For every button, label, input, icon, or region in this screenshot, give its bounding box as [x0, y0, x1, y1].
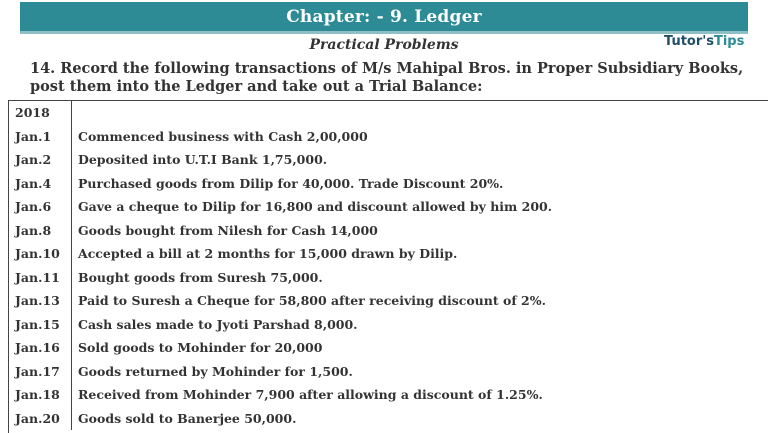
transaction-description: Goods sold to Banerjee 50,000.: [78, 410, 297, 426]
section-subtitle: Practical Problems: [309, 37, 459, 53]
transaction-description: Paid to Suresh a Cheque for 58,800 after receiving discount of 2%.: [78, 293, 546, 309]
table-row: [9, 195, 768, 219]
table-row: [9, 266, 768, 290]
transaction-description: Received from Mohinder 7,900 after allowing a discount of 1.25%.: [78, 387, 543, 403]
transactions-table: [8, 100, 768, 433]
transaction-description: Goods returned by Mohinder for 1,500.: [78, 363, 353, 379]
chapter-banner: [20, 2, 748, 34]
table-row: [9, 383, 768, 407]
table-row: [9, 101, 768, 125]
transaction-date: Jan.2: [9, 148, 72, 172]
transaction-description: Sold goods to Mohinder for 20,000: [78, 340, 323, 356]
table-row: [9, 125, 768, 149]
transaction-description: Bought goods from Suresh 75,000.: [78, 269, 323, 285]
tutors-tips-logo: [664, 34, 744, 49]
transaction-date: Jan.15: [9, 313, 72, 337]
transaction-date: Jan.20: [9, 407, 72, 431]
transaction-date: Jan.10: [9, 242, 72, 266]
transaction-date: Jan.1: [9, 125, 72, 149]
transaction-description: Cash sales made to Jyoti Parshad 8,000.: [78, 316, 358, 332]
transaction-description: Goods bought from Nilesh for Cash 14,000: [78, 222, 378, 238]
transaction-description: Gave a cheque to Dilip for 16,800 and discount allowed by him 200.: [78, 199, 553, 215]
transaction-description: Commenced business with Cash 2,00,000: [78, 128, 368, 144]
table-row: [9, 172, 768, 196]
transaction-date: Jan.8: [9, 219, 72, 243]
table-row: [9, 360, 768, 384]
transaction-date: Jan.13: [9, 289, 72, 313]
transaction-date: Jan.4: [9, 172, 72, 196]
table-row: [9, 407, 768, 431]
question-text: 14. Record the following transactions of M/s Mahipal Bros. in Proper Subsidiary Books, post them into the Ledger and take out a Trial Balance:: [30, 60, 744, 95]
transaction-date: 2018: [9, 101, 72, 125]
transaction-date: Jan.16: [9, 336, 72, 360]
logo-text-accent: Tips: [713, 34, 745, 49]
table-row: [9, 148, 768, 172]
transaction-description: Accepted a bill at 2 months for 15,000 drawn by Dilip.: [78, 246, 458, 262]
transaction-date: Jan.11: [9, 266, 72, 290]
chapter-title: Chapter: - 9. Ledger: [286, 6, 482, 27]
transaction-date: Jan.17: [9, 360, 72, 384]
transaction-date: Jan.18: [9, 383, 72, 407]
logo-text-primary: Tutor's: [664, 34, 714, 49]
table-row: [9, 242, 768, 266]
transaction-date: Jan.6: [9, 195, 72, 219]
table-row: [9, 336, 768, 360]
transaction-description: Deposited into U.T.I Bank 1,75,000.: [78, 152, 328, 168]
transaction-description: Purchased goods from Dilip for 40,000. Trade Discount 20%.: [78, 175, 504, 191]
table-row: [9, 289, 768, 313]
table-row: [9, 219, 768, 243]
table-row: [9, 313, 768, 337]
